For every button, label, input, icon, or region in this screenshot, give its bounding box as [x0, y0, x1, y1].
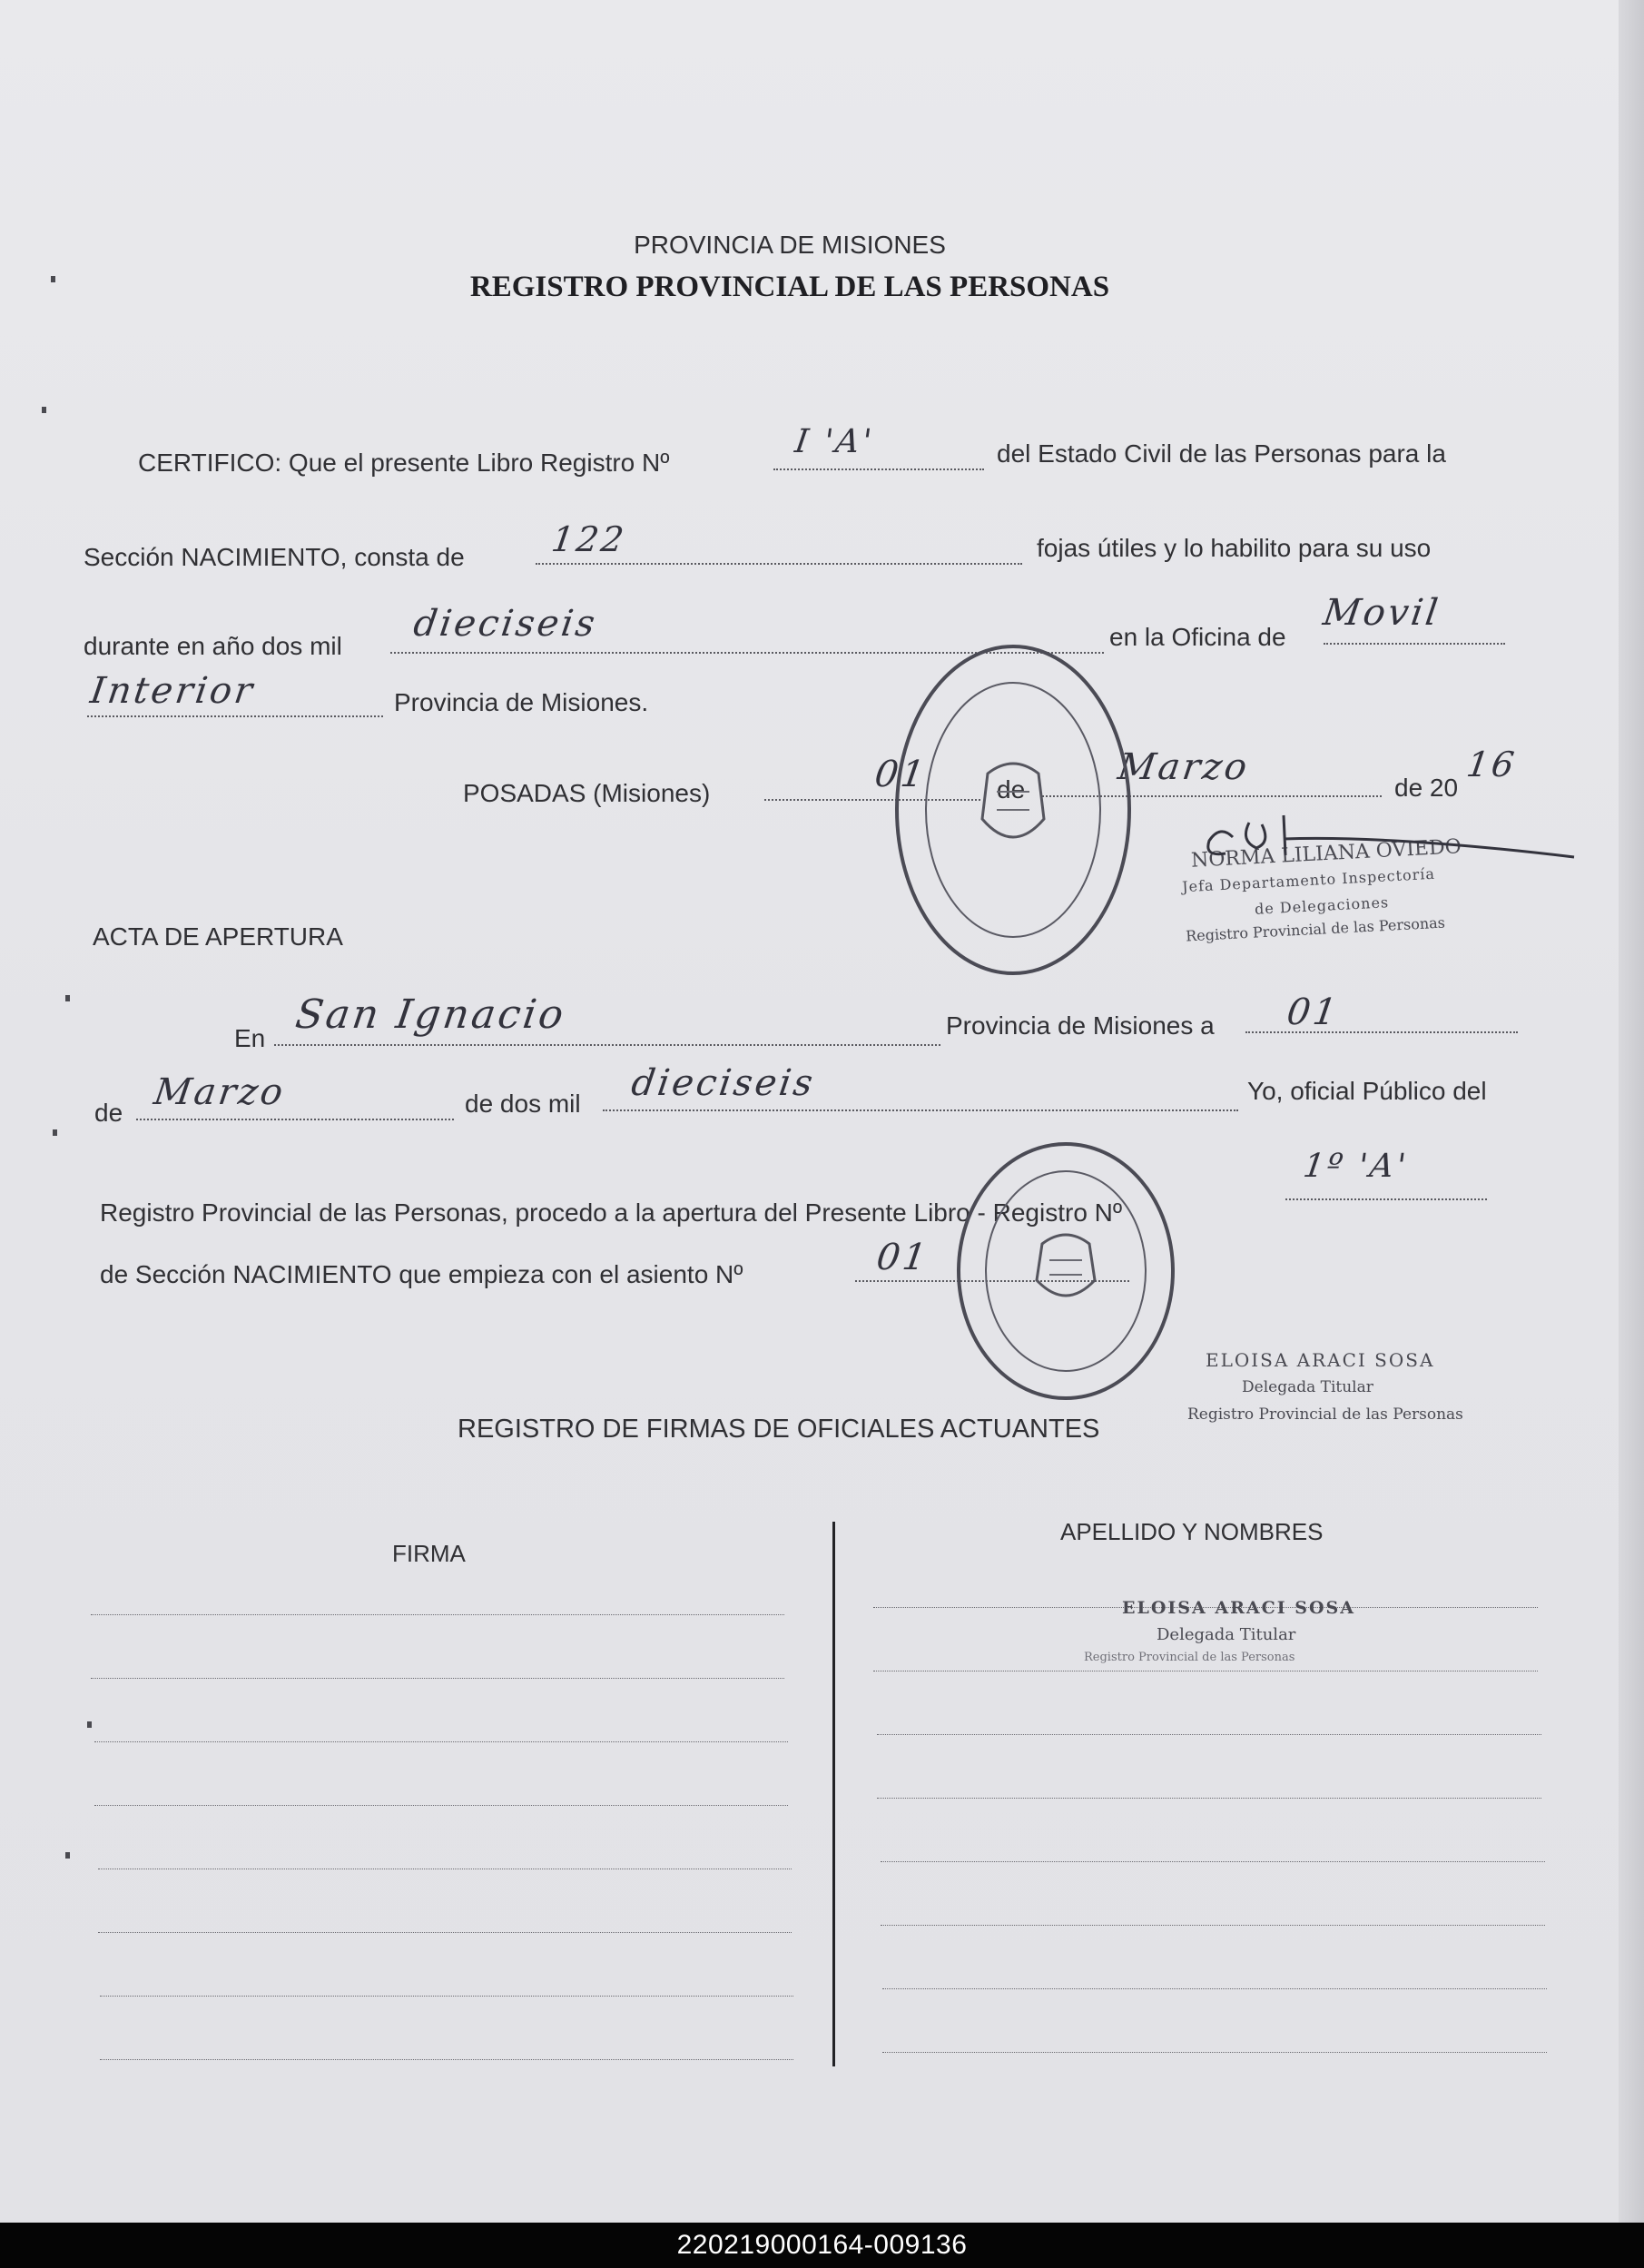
cert-line3-prefix: durante en año dos mil — [84, 632, 342, 660]
acta-localidad: San Ignacio — [292, 991, 569, 1038]
acta-localidad-dots — [274, 1044, 940, 1046]
acta-dia: 01 — [1284, 991, 1343, 1033]
apellido-line — [877, 1734, 1541, 1735]
cert-oficina2-dots — [87, 715, 383, 717]
cert-anio: dieciseis — [410, 603, 601, 645]
page-edge-shadow — [1619, 0, 1644, 2223]
cert-line4-suffix: Provincia de Misiones. — [394, 688, 649, 716]
acta-en-label: En — [234, 1024, 266, 1052]
certifier-role-3: Registro Provincial de las Personas — [1185, 913, 1446, 945]
header-registry-title: REGISTRO PROVINCIAL DE LAS PERSONAS — [469, 271, 1110, 303]
cert-year-prefix: de 20 — [1394, 774, 1459, 802]
document-id: 220219000164-009136 — [676, 2230, 968, 2260]
acta-yo-label: Yo, oficial Público del — [1247, 1077, 1487, 1105]
entry-stamp-reg: Registro Provincial de las Personas — [1084, 1651, 1295, 1664]
header-province: PROVINCIA DE MISIONES — [634, 231, 946, 259]
cert-place: POSADAS (Misiones) — [463, 779, 711, 807]
acta-libro-dots — [1285, 1198, 1487, 1200]
apellido-line — [882, 1988, 1547, 1989]
firma-line — [100, 2059, 793, 2060]
cert-oficina-part2: Interior — [87, 670, 258, 712]
cert-fojas: 122 — [548, 519, 629, 559]
firma-line — [100, 1996, 793, 1997]
cert-dia: 01 — [871, 754, 930, 795]
certifier-name: NORMA LILIANA OVIEDO — [1190, 835, 1462, 873]
officer-name: ELOISA ARACI SOSA — [1206, 1349, 1435, 1371]
col-apellido-header: APELLIDO Y NOMBRES — [1060, 1518, 1324, 1545]
cert-libro-dots — [773, 468, 984, 470]
firma-line — [91, 1614, 784, 1615]
acta-anio: dieciseis — [628, 1062, 819, 1104]
cert-line2-suffix: fojas útiles y lo habilito para su uso — [1037, 534, 1432, 562]
apellido-line — [877, 1798, 1541, 1799]
firma-line — [91, 1678, 784, 1679]
acta-dosmil-label: de dos mil — [465, 1090, 581, 1118]
margin-speck — [87, 1721, 92, 1728]
officer-role-1: Delegada Titular — [1242, 1378, 1373, 1396]
acta-anio-dots — [603, 1109, 1238, 1111]
acta-title: ACTA DE APERTURA — [93, 922, 343, 951]
firma-line — [98, 1932, 792, 1933]
margin-speck — [42, 407, 46, 413]
apellido-line — [882, 2052, 1547, 2053]
apellido-line — [881, 1861, 1545, 1862]
acta-de-label: de — [94, 1099, 123, 1127]
col-firma-header: FIRMA — [392, 1540, 466, 1567]
registry-seal-stamp — [886, 637, 1140, 982]
margin-speck — [65, 1852, 70, 1859]
margin-speck — [53, 1129, 57, 1136]
cert-oficina-dots — [1324, 643, 1505, 645]
cert-mes: Marzo — [1115, 746, 1253, 788]
acta-line4: de Sección NACIMIENTO que empieza con el asiento Nº — [100, 1260, 743, 1288]
cert-oficina-part1: Movil — [1320, 592, 1443, 634]
cert-fojas-dots — [536, 563, 1022, 565]
delegation-seal-stamp — [948, 1135, 1184, 1407]
officer-role-2: Registro Provincial de las Personas — [1187, 1405, 1463, 1424]
acta-mes-dots — [136, 1119, 454, 1120]
cert-year-suffix: 16 — [1463, 744, 1520, 784]
margin-speck — [65, 995, 70, 1001]
column-divider — [832, 1522, 835, 2066]
firma-line — [94, 1805, 788, 1806]
acta-line3: Registro Provincial de las Personas, procedo a la apertura del Presente Libro - Registro Nº — [100, 1198, 1123, 1227]
firma-line — [94, 1741, 788, 1742]
entry-stamp-role: Delegada Titular — [1157, 1625, 1296, 1644]
cert-line1-prefix: CERTIFICO: Que el presente Libro Registro Nº — [138, 449, 670, 477]
acta-libro-numero: 1º 'A' — [1301, 1148, 1411, 1185]
cert-libro-numero: I 'A' — [792, 423, 877, 460]
entry-stamp-name: ELOISA ARACI SOSA — [1122, 1598, 1355, 1618]
certifier-role-1: Jefa Departamento Inspectoría — [1181, 864, 1436, 896]
acta-mes: Marzo — [151, 1071, 289, 1113]
apellido-line — [881, 1925, 1545, 1926]
cert-line1-suffix: del Estado Civil de las Personas para la — [997, 439, 1446, 468]
acta-prov-label: Provincia de Misiones a — [946, 1011, 1215, 1040]
cert-de-label: de — [997, 775, 1026, 804]
certifier-signature — [1196, 812, 1578, 875]
signatures-title: REGISTRO DE FIRMAS DE OFICIALES ACTUANTES — [458, 1415, 1100, 1444]
cert-line3-suffix: en la Oficina de — [1109, 623, 1286, 651]
acta-asiento: 01 — [873, 1237, 932, 1278]
cert-line2-prefix: Sección NACIMIENTO, consta de — [84, 543, 465, 571]
certifier-role-2: de Delegaciones — [1254, 893, 1390, 918]
